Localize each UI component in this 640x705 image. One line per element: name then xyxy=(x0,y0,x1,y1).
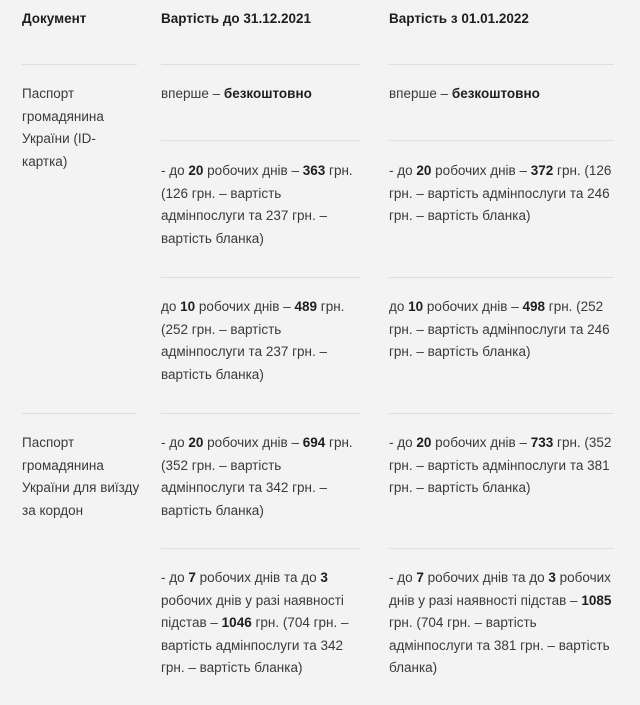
divider xyxy=(389,413,614,414)
divider xyxy=(161,277,360,278)
cost-cell: вперше – безкоштовно xyxy=(161,86,312,101)
document-foreign-passport: Паспорт громадянина України для виїзду за кордон xyxy=(22,435,140,518)
cost-cell: - до 7 робочих днів та до 3 робочих днів у разі наявності підстав – 1046 грн. (704 грн. – вартість адмінпослуги та 342 грн. – вартість бланка) xyxy=(161,570,349,675)
divider xyxy=(389,548,614,549)
cost-cell: - до 20 робочих днів – 733 грн. (352 грн. – вартість адмінпослуги та 381 грн. – вартість бланка) xyxy=(389,435,612,495)
divider xyxy=(22,64,137,65)
divider xyxy=(161,548,360,549)
cost-cell: - до 7 робочих днів та до 3 робочих днів у разі наявності підстав – 1085 грн. (704 грн. – вартість адмінпослуги та 381 грн. – вартість бланка) xyxy=(389,570,612,675)
divider xyxy=(161,140,360,141)
divider xyxy=(22,413,137,414)
cost-cell: - до 20 робочих днів – 694 грн. (352 грн. – вартість адмінпослуги та 342 грн. – вартість бланка) xyxy=(161,435,353,518)
header-document: Документ xyxy=(22,11,87,26)
divider xyxy=(161,64,360,65)
cost-cell: - до 20 робочих днів – 363 грн. (126 грн. – вартість адмінпослуги та 237 грн. – вартість бланка) xyxy=(161,163,353,246)
header-cost-before: Вартість до 31.12.2021 xyxy=(161,11,311,26)
divider xyxy=(389,140,614,141)
cost-cell: - до 20 робочих днів – 372 грн. (126 грн. – вартість адмінпослуги та 246 грн. – вартість бланка) xyxy=(389,163,612,223)
cost-cell: до 10 робочих днів – 498 грн. (252 грн. – вартість адмінпослуги та 246 грн. – вартість бланка) xyxy=(389,299,610,359)
cost-cell: вперше – безкоштовно xyxy=(389,86,540,101)
divider xyxy=(389,64,614,65)
cost-cell: до 10 робочих днів – 489 грн. (252 грн. – вартість адмінпослуги та 237 грн. – вартість бланка) xyxy=(161,299,345,382)
divider xyxy=(161,413,360,414)
header-cost-after: Вартість з 01.01.2022 xyxy=(389,11,529,26)
divider xyxy=(389,277,614,278)
document-id-card: Паспорт громадянина України (ID-картка) xyxy=(22,86,104,169)
